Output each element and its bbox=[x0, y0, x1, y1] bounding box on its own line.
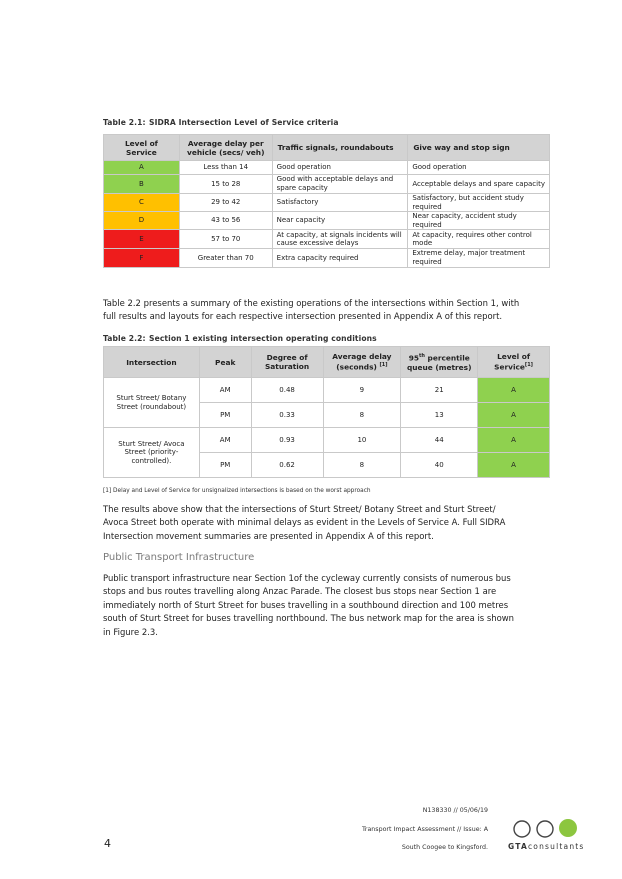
results-paragraph: The results above show that the intersections of Sturt Street/ Botany Street and Sturt Street/ Avoca Street both operate with minimal delays as evident in the Levels of Service A. Full SIDRA Intersection movement summaries are presented in Appendix A of this report. bbox=[103, 504, 506, 541]
intro-paragraph: Table 2.2 presents a summary of the existing operations of the intersections within Section 1, with full results and layouts for each respective intersection presented in Appendix A of this report. bbox=[103, 298, 520, 322]
table2-cell-los: A bbox=[478, 403, 550, 428]
table2-cell-queue: 13 bbox=[401, 403, 478, 428]
table2-cell-delay: 9 bbox=[323, 378, 401, 403]
footer-project: South Coogee to Kingsford. bbox=[401, 844, 488, 851]
table2-cell-peak: AM bbox=[199, 428, 251, 453]
table2-cell-dos: 0.62 bbox=[251, 453, 323, 478]
table1-cell-signals: Near capacity bbox=[272, 212, 408, 230]
table2-cell-intersection: Sturt Street/ Avoca Street (priority-controlled). bbox=[104, 428, 200, 478]
table1-cell-delay: 15 to 28 bbox=[179, 175, 272, 194]
table1-cell-los: A bbox=[104, 161, 180, 175]
table1-cell-giveway: Acceptable delays and spare capacity bbox=[408, 175, 550, 194]
table1-row bbox=[104, 175, 550, 194]
table2-header-delay-text: Average delay (seconds) bbox=[332, 352, 392, 372]
table1-cell-giveway: At capacity, requires other control mode bbox=[408, 230, 550, 249]
table1-caption bbox=[103, 118, 339, 127]
page-number: 4 bbox=[104, 837, 111, 850]
table1-cell-los: B bbox=[104, 175, 180, 194]
table2-header-queue-sup: th bbox=[419, 353, 425, 360]
table2-header-delay-ref: [1] bbox=[379, 362, 388, 369]
table1-cell-delay: 29 to 42 bbox=[179, 194, 272, 212]
table1-cell-los: F bbox=[104, 249, 180, 267]
table2-caption-title: Section 1 existing intersection operating conditions bbox=[149, 334, 377, 343]
table1-cell-delay: 43 to 56 bbox=[179, 212, 272, 230]
table1-cell-los: D bbox=[104, 212, 180, 230]
table2-header-delay bbox=[323, 347, 401, 378]
table2-header-queue-num: 95 bbox=[408, 353, 419, 363]
table2-cell-dos: 0.33 bbox=[251, 403, 323, 428]
table1-caption-title: SIDRA Intersection Level of Service criteria bbox=[149, 118, 339, 127]
table1-cell-delay: Greater than 70 bbox=[179, 249, 272, 267]
table2-cell-intersection: Sturt Street/ Botany Street (roundabout) bbox=[104, 378, 200, 428]
table1-row bbox=[104, 249, 550, 267]
table1-row bbox=[104, 212, 550, 230]
table2-cell-los: A bbox=[478, 453, 550, 478]
table1-row bbox=[104, 230, 550, 249]
table2-footnote: [1] Delay and Level of Service for unsignalized intersections is based on the worst approach bbox=[103, 488, 371, 494]
table1-cell-delay: 57 to 70 bbox=[179, 230, 272, 249]
table2-cell-queue: 44 bbox=[401, 428, 478, 453]
table1-cell-signals: At capacity, at signals incidents will cause excessive delays bbox=[272, 230, 408, 249]
table2-cell-delay: 8 bbox=[323, 453, 401, 478]
table1-header-row bbox=[104, 135, 550, 161]
table2-header-intersection: Intersection bbox=[104, 347, 200, 378]
table1-cell-signals: Good operation bbox=[272, 161, 408, 175]
table1-header-signals: Traffic signals, roundabouts bbox=[272, 135, 408, 161]
table2-caption-number: Table 2.2: bbox=[103, 334, 146, 343]
table1-cell-signals: Extra capacity required bbox=[272, 249, 408, 267]
table1-cell-signals: Satisfactory bbox=[272, 194, 408, 212]
table2-caption bbox=[103, 334, 377, 343]
table2-cell-peak: PM bbox=[199, 453, 251, 478]
los-criteria-table bbox=[103, 134, 550, 268]
logo-wordmark-bold: GTA bbox=[508, 842, 528, 851]
table2-header-row bbox=[104, 347, 550, 378]
table2-row bbox=[104, 378, 550, 403]
table1-cell-signals: Good with acceptable delays and spare capacity bbox=[272, 175, 408, 194]
table2-header-los bbox=[478, 347, 550, 378]
table2-header-queue-text: percentile queue (metres) bbox=[406, 353, 472, 372]
footer-ref: N138330 // 05/06/19 bbox=[422, 807, 488, 814]
table1-header-delay: Average delay per vehicle (secs/ veh) bbox=[179, 135, 272, 161]
table2-cell-dos: 0.93 bbox=[251, 428, 323, 453]
footer-doc-title: Transport Impact Assessment // Issue: A bbox=[361, 826, 488, 833]
table2-cell-delay: 8 bbox=[323, 403, 401, 428]
table2-cell-peak: AM bbox=[199, 378, 251, 403]
table2-cell-queue: 21 bbox=[401, 378, 478, 403]
logo-wordmark-rest: consultants bbox=[527, 842, 585, 851]
table1-cell-giveway: Near capacity, accident study required bbox=[408, 212, 550, 230]
table2-header-peak: Peak bbox=[199, 347, 251, 378]
table2-cell-delay: 10 bbox=[323, 428, 401, 453]
table2-header-dos: Degree of Saturation bbox=[251, 347, 323, 378]
logo-wordmark bbox=[508, 842, 585, 851]
table2-cell-queue: 40 bbox=[401, 453, 478, 478]
table1-row bbox=[104, 194, 550, 212]
table2-cell-peak: PM bbox=[199, 403, 251, 428]
table2-header-los-ref: [1] bbox=[524, 362, 533, 369]
intersection-conditions-table bbox=[103, 346, 550, 478]
table2-cell-los: A bbox=[478, 378, 550, 403]
section-heading: Public Transport Infrastructure bbox=[103, 552, 255, 563]
gta-logo-icon bbox=[508, 818, 588, 840]
table2-row bbox=[104, 428, 550, 453]
table1-cell-delay: Less than 14 bbox=[179, 161, 272, 175]
table1-cell-giveway: Satisfactory, but accident study required bbox=[408, 194, 550, 212]
table2-header-queue bbox=[401, 347, 478, 378]
table2-header-los-text: Level of Service bbox=[494, 352, 531, 372]
table1-cell-los: E bbox=[104, 230, 180, 249]
table1-cell-giveway: Extreme delay, major treatment required bbox=[408, 249, 550, 267]
table1-cell-los: C bbox=[104, 194, 180, 212]
table1-caption-number: Table 2.1: bbox=[103, 118, 146, 127]
table1-row bbox=[104, 161, 550, 175]
table2-cell-los: A bbox=[478, 428, 550, 453]
table1-cell-giveway: Good operation bbox=[408, 161, 550, 175]
public-transport-paragraph: Public transport infrastructure near Section 1of the cycleway currently consists of numerous bus stops and bus routes travelling along Anzac Parade. The closest bus stops near Section 1 are immediately north of Sturt Street for buses travelling in a southbound direction and 100 metres south of Sturt Street for buses travelling northbound. The bus network map for the area is shown in Figure 2.3. bbox=[103, 573, 515, 637]
table1-header-giveway: Give way and stop sign bbox=[408, 135, 550, 161]
table1-header-los: Level of Service bbox=[104, 135, 180, 161]
table2-cell-dos: 0.48 bbox=[251, 378, 323, 403]
